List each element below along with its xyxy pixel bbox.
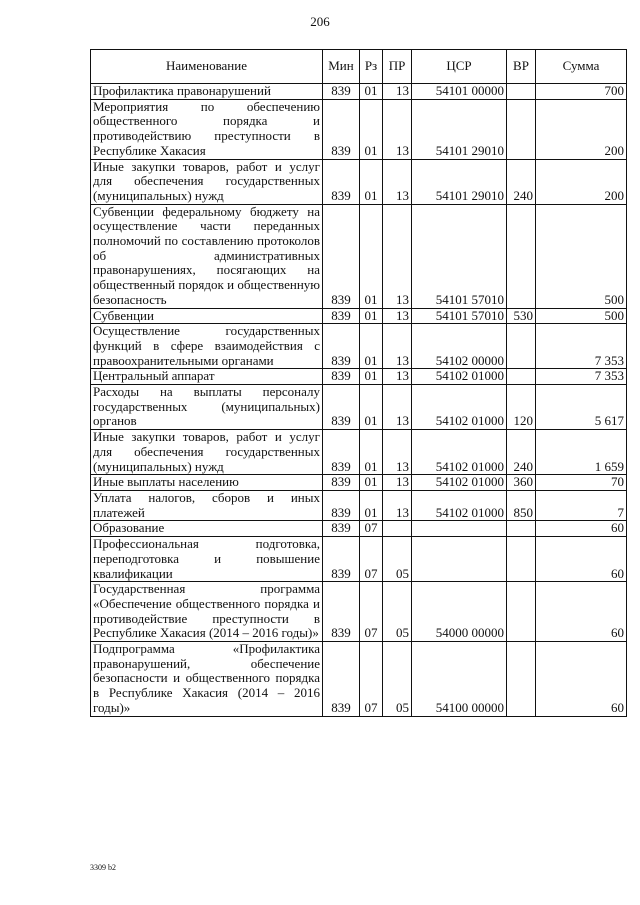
cell-rz: 07 — [360, 521, 383, 537]
cell-rz: 01 — [360, 84, 383, 100]
cell-rz: 07 — [360, 642, 383, 717]
cell-vr: 120 — [507, 385, 536, 430]
cell-rz: 01 — [360, 99, 383, 159]
cell-vr — [507, 582, 536, 642]
table-row — [91, 385, 627, 430]
table-row — [91, 308, 627, 324]
footer-code: 3309 b2 — [90, 863, 116, 872]
cell-csr: 54102 00000 — [412, 324, 507, 369]
cell-csr: 54100 00000 — [412, 642, 507, 717]
table-row — [91, 99, 627, 159]
cell-sum: 700 — [536, 84, 627, 100]
cell-pr: 13 — [383, 159, 412, 204]
cell-name: Образование — [91, 521, 323, 537]
cell-rz: 01 — [360, 308, 383, 324]
cell-vr — [507, 521, 536, 537]
cell-vr — [507, 369, 536, 385]
cell-csr: 54101 29010 — [412, 99, 507, 159]
cell-min: 839 — [323, 385, 360, 430]
cell-pr: 13 — [383, 369, 412, 385]
cell-vr — [507, 642, 536, 717]
budget-table — [90, 49, 627, 717]
cell-sum: 70 — [536, 475, 627, 491]
cell-rz: 01 — [360, 324, 383, 369]
cell-csr: 54101 57010 — [412, 204, 507, 308]
cell-pr: 13 — [383, 84, 412, 100]
table-row — [91, 369, 627, 385]
cell-rz: 07 — [360, 582, 383, 642]
table-header-row — [91, 50, 627, 84]
cell-csr — [412, 521, 507, 537]
cell-min: 839 — [323, 159, 360, 204]
cell-pr: 13 — [383, 99, 412, 159]
cell-csr: 54102 01000 — [412, 430, 507, 475]
cell-name: Мероприятия по обеспечению общественного порядка и противодействию преступности в Республике Хакасия — [91, 99, 323, 159]
cell-sum: 7 353 — [536, 369, 627, 385]
header-vr: ВР — [507, 50, 536, 84]
table-row — [91, 537, 627, 582]
cell-sum: 60 — [536, 642, 627, 717]
cell-vr — [507, 99, 536, 159]
header-name: Наименование — [91, 50, 323, 84]
cell-name: Профессиональная подготовка, переподготовка и повышение квалификации — [91, 537, 323, 582]
cell-min: 839 — [323, 84, 360, 100]
cell-pr: 05 — [383, 582, 412, 642]
cell-vr — [507, 537, 536, 582]
cell-pr — [383, 521, 412, 537]
cell-vr — [507, 84, 536, 100]
cell-pr: 13 — [383, 308, 412, 324]
cell-vr: 850 — [507, 490, 536, 520]
cell-rz: 01 — [360, 369, 383, 385]
cell-vr: 360 — [507, 475, 536, 491]
cell-name: Подпрограмма «Профилактика правонарушений, обеспечение безопасности и общественного порядка в Республике Хакасия (2014 – 2016 годы)» — [91, 642, 323, 717]
cell-csr: 54101 57010 — [412, 308, 507, 324]
cell-min: 839 — [323, 99, 360, 159]
cell-min: 839 — [323, 369, 360, 385]
header-rz: Рз — [360, 50, 383, 84]
cell-min: 839 — [323, 324, 360, 369]
cell-name: Государственная программа «Обеспечение общественного порядка и противодействие преступности в Республике Хакасия (2014 – 2016 годы)» — [91, 582, 323, 642]
cell-sum: 500 — [536, 204, 627, 308]
table-row — [91, 84, 627, 100]
cell-sum: 60 — [536, 521, 627, 537]
table-row — [91, 430, 627, 475]
cell-rz: 01 — [360, 159, 383, 204]
cell-min: 839 — [323, 204, 360, 308]
cell-csr — [412, 537, 507, 582]
cell-name: Центральный аппарат — [91, 369, 323, 385]
table-row — [91, 159, 627, 204]
cell-csr: 54102 01000 — [412, 385, 507, 430]
cell-min: 839 — [323, 642, 360, 717]
cell-sum: 60 — [536, 537, 627, 582]
cell-sum: 1 659 — [536, 430, 627, 475]
cell-sum: 500 — [536, 308, 627, 324]
cell-vr: 530 — [507, 308, 536, 324]
table-row — [91, 490, 627, 520]
cell-vr — [507, 204, 536, 308]
table-row — [91, 582, 627, 642]
cell-csr: 54102 01000 — [412, 369, 507, 385]
cell-rz: 01 — [360, 430, 383, 475]
cell-min: 839 — [323, 475, 360, 491]
cell-name: Уплата налогов, сборов и иных платежей — [91, 490, 323, 520]
cell-name: Иные выплаты населению — [91, 475, 323, 491]
header-min: Мин — [323, 50, 360, 84]
header-csr: ЦСР — [412, 50, 507, 84]
table-row — [91, 521, 627, 537]
cell-csr: 54101 29010 — [412, 159, 507, 204]
cell-rz: 01 — [360, 385, 383, 430]
cell-pr: 13 — [383, 204, 412, 308]
cell-name: Профилактика правонарушений — [91, 84, 323, 100]
cell-rz: 01 — [360, 490, 383, 520]
cell-sum: 60 — [536, 582, 627, 642]
cell-sum: 200 — [536, 159, 627, 204]
cell-vr — [507, 324, 536, 369]
cell-name: Субвенции — [91, 308, 323, 324]
cell-sum: 7 353 — [536, 324, 627, 369]
cell-min: 839 — [323, 308, 360, 324]
cell-pr: 13 — [383, 490, 412, 520]
table-row — [91, 204, 627, 308]
cell-min: 839 — [323, 537, 360, 582]
cell-pr: 05 — [383, 537, 412, 582]
cell-rz: 01 — [360, 204, 383, 308]
cell-csr: 54102 01000 — [412, 475, 507, 491]
cell-name: Расходы на выплаты персоналу государственных (муниципальных) органов — [91, 385, 323, 430]
cell-pr: 05 — [383, 642, 412, 717]
cell-pr: 13 — [383, 324, 412, 369]
table-row — [91, 324, 627, 369]
cell-name: Осуществление государственных функций в сфере взаимодействия с правоохранительными органами — [91, 324, 323, 369]
cell-name: Иные закупки товаров, работ и услуг для обеспечения государственных (муниципальных) нужд — [91, 159, 323, 204]
cell-min: 839 — [323, 582, 360, 642]
cell-name: Иные закупки товаров, работ и услуг для обеспечения государственных (муниципальных) нужд — [91, 430, 323, 475]
cell-sum: 5 617 — [536, 385, 627, 430]
cell-csr: 54101 00000 — [412, 84, 507, 100]
cell-min: 839 — [323, 521, 360, 537]
cell-sum: 7 — [536, 490, 627, 520]
cell-rz: 07 — [360, 537, 383, 582]
cell-pr: 13 — [383, 430, 412, 475]
header-sum: Сумма — [536, 50, 627, 84]
cell-vr: 240 — [507, 430, 536, 475]
cell-name: Субвенции федеральному бюджету на осуществление части переданных полномочий по составлению протоколов об административных правонарушениях, посягающих на общественный порядок и общественную безопасность — [91, 204, 323, 308]
table-row — [91, 475, 627, 491]
page-number: 206 — [310, 14, 330, 29]
cell-min: 839 — [323, 490, 360, 520]
cell-vr: 240 — [507, 159, 536, 204]
cell-csr: 54000 00000 — [412, 582, 507, 642]
cell-pr: 13 — [383, 385, 412, 430]
cell-csr: 54102 01000 — [412, 490, 507, 520]
cell-sum: 200 — [536, 99, 627, 159]
cell-min: 839 — [323, 430, 360, 475]
header-pr: ПР — [383, 50, 412, 84]
table-row — [91, 642, 627, 717]
cell-pr: 13 — [383, 475, 412, 491]
cell-rz: 01 — [360, 475, 383, 491]
